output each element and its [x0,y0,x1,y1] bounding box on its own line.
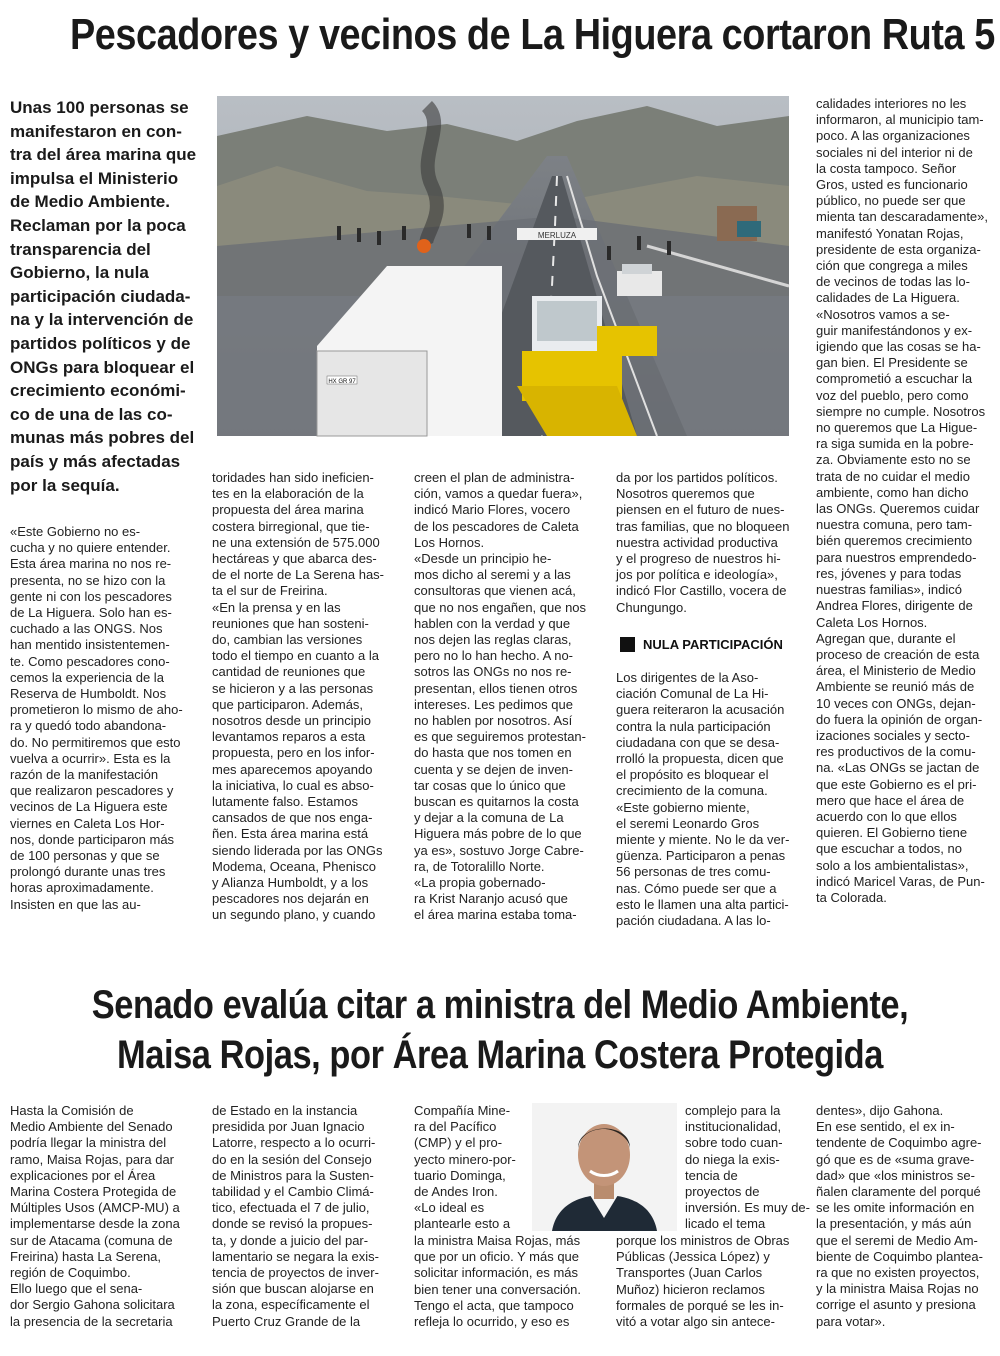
text-line: consultoras que vienen acá, [414,583,576,599]
text-line: Esta área marina no nos re- [10,556,172,572]
text-line: quieren. El Gobierno tiene [816,825,968,841]
text-line: corrige el asunto y presiona [816,1297,976,1313]
text-line: güenza. Participaron a penas [616,848,786,864]
text-line: vitó a votar algo sin antece- [616,1314,775,1330]
text-line: ra y quedó todo abandona- [10,718,167,734]
text-line: do fuera la opinión de organ- [816,711,983,727]
text-line: reuniones que han sosteni- [212,615,369,631]
text-line: Medio Ambiente del Senado [10,1119,173,1135]
text-line: porque los ministros de Obras [616,1233,790,1248]
text-line: sión que buscan alojarse en [212,1281,374,1297]
text-line: «Este gobierno miente, [616,799,750,815]
text-line: indicó Flor Castillo, vocera de [616,583,787,599]
lead-line: tra del área marina que [10,145,197,165]
text-line: la costa tampoco. Señor [816,160,957,176]
article2-headline-line1: Senado evalúa citar a ministra del Medio Ambiente, [91,983,909,1027]
lead-line: Unas 100 personas se [10,98,189,117]
lead-line: crecimiento económi- [10,381,186,401]
roadblock-photo [217,96,789,436]
article2-headline-line2: Maisa Rojas, por Área Marina Costera Protegida [117,1033,883,1077]
text-line: miente y miente. No le da ver- [616,832,790,848]
article2-column-3-top [414,1103,530,1233]
text-line: esto le llamen una alta partici- [616,896,789,912]
text-line: Muñoz) hicieron reclamos [616,1281,765,1297]
text-line: izaciones sociales y secto- [816,727,970,743]
text-line: ta el sur de Freirina. [212,583,328,599]
article2-column-3-bottom [414,1233,588,1330]
text-line: institucionalidad, [685,1119,782,1135]
lead-line: impulsa el Ministerio [10,168,179,188]
text-line: para nuestros emprendedo- [816,549,977,565]
text-line: ra, de Totoralillo Norte. [414,858,545,874]
text-line: solicitar información, es más [414,1265,578,1281]
text-line: proyectos de [685,1184,760,1200]
text-line: inversión. Es muy de- [685,1200,810,1216]
text-line: indicó Mario Flores, vocero [414,502,571,518]
text-line: de el norte de La Serena has- [212,567,385,583]
text-line: trata de no cuidar el medio [816,468,970,484]
text-line: calidades de La Higuera. [816,290,960,306]
text-line: de Andes Iron. [414,1184,498,1200]
text-line: viernes en Caleta Los Hor- [10,815,165,831]
article1-headline: Pescadores y vecinos de La Higuera cortaron Ruta 5 [70,10,995,59]
text-line: podría llegar la ministra del [10,1135,167,1151]
text-line: licado el tema [685,1216,766,1232]
text-line: En ese sentido, el ex in- [816,1119,955,1135]
text-line: «En la prensa y en las [212,599,341,615]
text-line: cansados de que nos enga- [212,810,373,826]
text-line: ra que no existen proyectos, [816,1265,980,1281]
text-line: «Lo ideal es [414,1200,485,1216]
text-line: poco. A las organizaciones [816,128,970,144]
text-line: las ONGs. Queremos cuidar [816,501,980,517]
portrait-illustration [532,1103,677,1231]
text-line: pación ciudadana. A las lo- [616,913,771,929]
text-line: nuestras familias», indicó [816,582,962,598]
text-line: tes en la elaboración de la [212,486,364,502]
text-line: de vecinos de todas las lo- [816,274,970,290]
text-line: piensen en el futuro de nues- [616,502,785,518]
text-line: calidades interiores no les [816,96,967,111]
text-line: crecimiento de la comuna. [616,783,768,799]
article1-column-2 [212,470,386,924]
text-line: para votar». [816,1313,886,1329]
text-line: Transportes (Juan Carlos [616,1265,763,1281]
text-line: la iniciativa, lo cual es abso- [212,777,374,793]
text-line: plantearle esto a [414,1216,511,1232]
text-line: bien tener una conversación. [414,1281,581,1297]
text-line: vecinos de La Higuera este [10,799,168,815]
text-line: Múltiples Usos (AMCP-MU) a [10,1200,180,1216]
text-line: Agregan que, durante el [816,630,956,646]
roadblock-photo-illustration [217,96,789,436]
text-line: nuestra comuna, pero tam- [816,517,973,533]
text-line: Latorre, respecto a lo ocurri- [212,1135,376,1151]
text-line: un segundo plano, y cuando [212,907,376,923]
text-line: res productivos de la comu- [816,744,976,760]
text-line: manifestó Yonatan Rojas, [816,225,964,241]
text-line: hectáreas y que abarca des- [212,551,377,567]
lead-line: munas más pobres del [10,428,195,448]
photo-banner-text: MERLUZA [537,231,577,240]
text-line: prolongó durante unas tres [10,864,166,880]
text-line: mes aparecemos apoyando [212,761,373,777]
text-line: nosotros desde un principio [212,713,371,729]
text-line: que el seremi de Medio Am- [816,1232,978,1248]
article1-lead [10,96,197,497]
text-line: 56 personas de tres comu- [616,864,771,880]
text-line: que realizaron pescadores y [10,783,174,799]
text-line: explicaciones por el Área [10,1167,156,1183]
text-line: comprometió a escuchar la [816,371,973,387]
text-line: horas aproximadamente. [10,880,154,896]
text-line: de los pescadores de Caleta [414,518,579,534]
text-line: gó que es de «suma grave- [816,1151,975,1167]
portrait-photo [532,1103,677,1231]
text-line: no queremos que La Higue- [816,420,978,436]
text-line: siempre no cumple. Nosotros [816,403,986,419]
text-line: Modema, Oceana, Phenisco [212,858,377,874]
text-line: cantidad de reuniones que [212,664,366,680]
text-line: implementarse desde la zona [10,1216,180,1232]
text-line: se hicieron y a las personas [212,680,374,696]
text-line: costera birregional, que tie- [212,518,370,534]
text-line: razón de la manifestación [10,767,159,783]
text-line: y el progreso de nuestros hi- [616,551,781,567]
text-line: yecto minero-por- [414,1151,516,1167]
text-line: informaron, al municipio tam- [816,112,984,128]
text-line: Chungungo. [616,599,687,615]
lead-line: ONGs para bloquear el [10,357,195,377]
text-line: todo el tiempo en cuanto a la [212,648,379,664]
text-line: ra Krist Naranjo acusó que [414,891,568,907]
lead-line: transparencia del [10,239,151,259]
text-line: lamentario se negara la exis- [212,1248,379,1264]
text-line: 10 veces con ONGs, dejan- [816,695,976,711]
text-line: acuerdo con lo que ellos [816,808,957,824]
text-line: dad» que «los ministros se- [816,1167,975,1183]
text-line: Reserva de Humboldt. Nos [10,686,167,702]
text-line: Caleta Los Hornos. [816,614,928,630]
text-line: y la ministra Maisa Rojas no [816,1281,979,1297]
text-line: pero no lo han hecho. A no- [414,648,574,664]
text-line: levantamos reparos a esta [212,729,366,745]
text-line: presenta, no se hizo con la [10,572,166,588]
text-line: te. Como pescadores cono- [10,653,170,669]
text-line: de La Higuera. Solo han es- [10,605,172,621]
text-line: gente ni con los pescadores [10,588,172,604]
text-line: Ambiente se reunió más de [816,679,975,695]
lead-line: manifestaron en con- [10,121,182,141]
text-line: Compañía Mine- [414,1103,511,1118]
text-line: complejo para la [685,1103,781,1118]
text-line: do, cambian las versiones [212,632,363,648]
text-line: nas. Cómo puede ser que a [616,880,777,896]
text-line: ramo, Maisa Rojas, para dar [10,1151,175,1167]
article1-column-1 [10,524,184,913]
text-line: han mentido insistentemen- [10,637,170,653]
text-line: proceso de creación de esta [816,646,980,662]
text-line: Insisten en que las au- [10,896,141,912]
lead-line: Gobierno, la nula [10,263,149,283]
text-line: Los Hornos. [414,534,485,550]
text-line: propuesta del área marina [212,502,364,518]
text-line: «Este Gobierno no es- [10,524,141,539]
text-line: do en la sesión del Consejo [212,1151,372,1167]
text-line: intereses. Les pedimos que [414,696,573,712]
text-line: ta Colorada. [816,889,887,905]
text-line: área, el Ministerio de Medio [816,663,976,679]
text-line: «Nosotros vamos a se- [816,306,950,322]
text-line: tuario Dominga, [414,1167,506,1183]
text-line: indicó Maricel Varas, de Pun- [816,873,985,889]
text-line: de 100 personas y que se [10,848,160,864]
text-line: gan bien. El Presidente se [816,355,968,371]
text-line: toridades han sido ineficien- [212,470,374,485]
text-line: Ello luego que el sena- [10,1281,143,1297]
text-line: propuesta, pero en los infor- [212,745,375,761]
article2-column-1 [10,1103,184,1330]
text-line: sotros las ONGs no nos re- [414,664,572,680]
text-line: nos, donde participaron más [10,831,175,847]
article1-column-5 [816,96,990,906]
text-line: Hasta la Comisión de [10,1103,134,1118]
text-line: de Ministros para la Susten- [212,1167,374,1183]
lead-line: partidos políticos y de [10,333,191,353]
text-line: la ministra Maisa Rojas, más [414,1233,581,1248]
text-line: es que seguiremos protestan- [414,729,586,745]
article1-column-4-top [616,470,790,616]
text-line: lutamente falso. Estamos [212,794,358,810]
article2-column-5 [816,1103,990,1330]
text-line: «La propia gobernado- [414,875,546,891]
lead-line: participación ciudada- [10,286,191,306]
text-line: «Desde un principio he- [414,551,552,567]
text-line: (CMP) y el pro- [414,1135,503,1151]
subhead-nula-participacion [620,637,783,652]
text-line: creen el plan de administra- [414,470,575,485]
text-line: Tengo el acta, que tampoco [414,1297,574,1313]
text-line: ambiente, como han dicho [816,484,969,500]
article2-column-4-top [685,1103,810,1233]
text-line: dor Sergio Gahona solicitara [10,1297,175,1313]
text-line: do hasta que nos tomen en [414,745,572,761]
text-line: hablen con la verdad y que [414,615,571,631]
text-line: cuenta y se dejen de inven- [414,761,573,777]
text-line: de Estado en la instancia [212,1103,358,1118]
article2-column-2 [212,1103,386,1330]
text-line: ta, y donde a juicio del par- [212,1232,369,1248]
text-line: nos dejen las reglas claras, [414,632,572,648]
text-line: prometieron lo mismo de aho- [10,702,183,718]
text-line: guera reiteraron la acusación [616,702,785,718]
text-line: refleja lo ocurrido, y eso es [414,1314,570,1330]
text-line: que no nos engañen, que nos [414,599,587,615]
text-line: presentan, ellos tienen otros [414,680,578,696]
text-line: tico, efectuada el 7 de julio, [212,1200,370,1216]
subhead-text: NULA PARTICIPACIÓN [643,637,783,652]
text-line: que por un oficio. Y más que [414,1249,580,1265]
text-line: pescadores nos dejarán en [212,891,369,907]
text-line: contra la nula participación [616,718,771,734]
text-line: cucha y no quiere entender. [10,540,171,556]
text-line: y dejar a la comuna de La [414,810,564,826]
text-line: mero que hace el área de [816,792,965,808]
text-line: jos por política e ideología», [616,567,778,583]
text-line: sociales ni del interior ni de [816,144,973,160]
text-line: Gros, usted es funcionario [816,177,968,193]
text-line: sobre todo cuan- [685,1135,783,1151]
text-line: guir manifestándonos y ex- [816,322,973,338]
text-line: da por los partidos políticos. [616,470,778,485]
text-line: tendente de Coquimbo agre- [816,1135,982,1151]
text-line: ra del Pacífico [414,1119,497,1135]
text-line: donde se revisó la propues- [212,1216,373,1232]
text-line: mos dicho al seremi y a las [414,567,571,583]
text-line: la presencia de la secretaria [10,1313,173,1329]
subhead-square-icon [620,637,635,652]
text-line: Públicas (Jessica López) y [616,1249,770,1265]
text-line: la zona, específicamente el [212,1297,370,1313]
text-line: región de Coquimbo. [10,1265,131,1281]
text-line: ñen. Esta área marina está [212,826,369,842]
text-line: se les omite información en [816,1200,975,1216]
text-line: mienta tan descaradamente», [816,209,988,225]
lead-line: de Medio Ambiente. [10,192,170,212]
text-line: tencia de [685,1167,738,1183]
text-line: solo a los ambientalistas», [816,857,969,873]
text-line: el propósito es bloquear el [616,767,769,783]
text-line: nuestra actividad productiva [616,534,778,550]
text-line: buscan es quitarnos la costa [414,794,579,810]
text-line: ra siga sumida en la pobre- [816,436,974,452]
text-line: ciación Comunal de La Hi- [616,686,769,702]
text-line: Los dirigentes de la Aso- [616,670,759,685]
text-line: Puerto Cruz Grande de la [212,1313,361,1329]
text-line: formales de porqué se les in- [616,1297,784,1313]
text-line: rrolló la propuesta, dicen que [616,751,784,767]
text-line: ciudadana con que se desa- [616,734,780,750]
text-line: cuchado a las ONGS. Nos [10,621,163,637]
text-line: do. No permitiremos que esto [10,734,181,750]
text-line: bién queremos crecimiento [816,533,973,549]
text-line: el seremi Leonardo Gros [616,815,760,831]
text-line: biente de Coquimbo plantea- [816,1248,983,1264]
text-line: siendo liderada por las ONGs [212,842,383,858]
text-line: la presentación, y más aún [816,1216,972,1232]
photo-truck-plate: HX GR 97 [328,379,356,385]
lead-line: co de una de las co- [10,404,173,424]
text-line: Marina Costera Protegida de [10,1184,177,1200]
text-line: dentes», dijo Gahona. [816,1103,944,1118]
text-line: tencia de proyectos de inver- [212,1265,379,1281]
text-line: ñalen claramente del porqué [816,1184,981,1200]
text-line: que participaron. Además, [212,696,364,712]
text-line: presidida por Juan Ignacio [212,1119,365,1135]
text-line: ne una extensión de 575.000 [212,534,380,550]
text-line: no hablen por nosotros. Así [414,713,573,729]
text-line: ya es», sostuvo Jorge Cabre- [414,842,584,858]
text-line: tras familias, que no bloqueen [616,518,790,534]
text-line: que escuchar a todos, no [816,841,962,857]
text-line: tabilidad y el Cambio Climá- [212,1184,374,1200]
text-line: cemos la experiencia de la [10,669,164,685]
text-line: que este Gobierno es el pri- [816,776,977,792]
text-line: voz del pueblo, pero como [816,387,969,403]
text-line: Andrea Flores, dirigente de [816,598,973,614]
text-line: igiendo que las cosas se ha- [816,339,981,355]
article1-column-4-bottom [616,670,790,929]
text-line: y Alianza Humboldt, y a los [212,875,369,891]
text-line: sur de Atacama (comuna de [10,1232,173,1248]
text-line: público, no puede ser que [816,193,966,209]
text-line: do niega la exis- [685,1151,780,1167]
text-line: na. «Las ONGs se jactan de [816,760,980,776]
text-line: Freirina) hasta La Serena, [10,1248,162,1264]
text-line: res, jóvenes y para todas [816,565,962,581]
lead-line: Reclaman por la poca [10,215,186,235]
lead-line: na y la intervención de [10,310,194,330]
text-line: za. Obviamente esto no se [816,452,971,468]
text-line: ción, vamos a quedar fuera», [414,486,583,502]
article2-column-4-bottom [616,1233,790,1330]
article1-column-3 [414,470,588,924]
text-line: Higuera más pobre de lo que [414,826,582,842]
lead-line: país y más afectadas [10,451,181,471]
text-line: presidente de esta organiza- [816,241,981,257]
text-line: tar cosas que lo único que [414,777,566,793]
text-line: ción que congrega a miles [816,258,968,274]
lead-line: por la sequía. [10,475,120,495]
text-line: vuelva a ocurrir». Esta es la [10,750,171,766]
text-line: el área marina estaba toma- [414,907,577,923]
text-line: Nosotros queremos que [616,486,755,502]
